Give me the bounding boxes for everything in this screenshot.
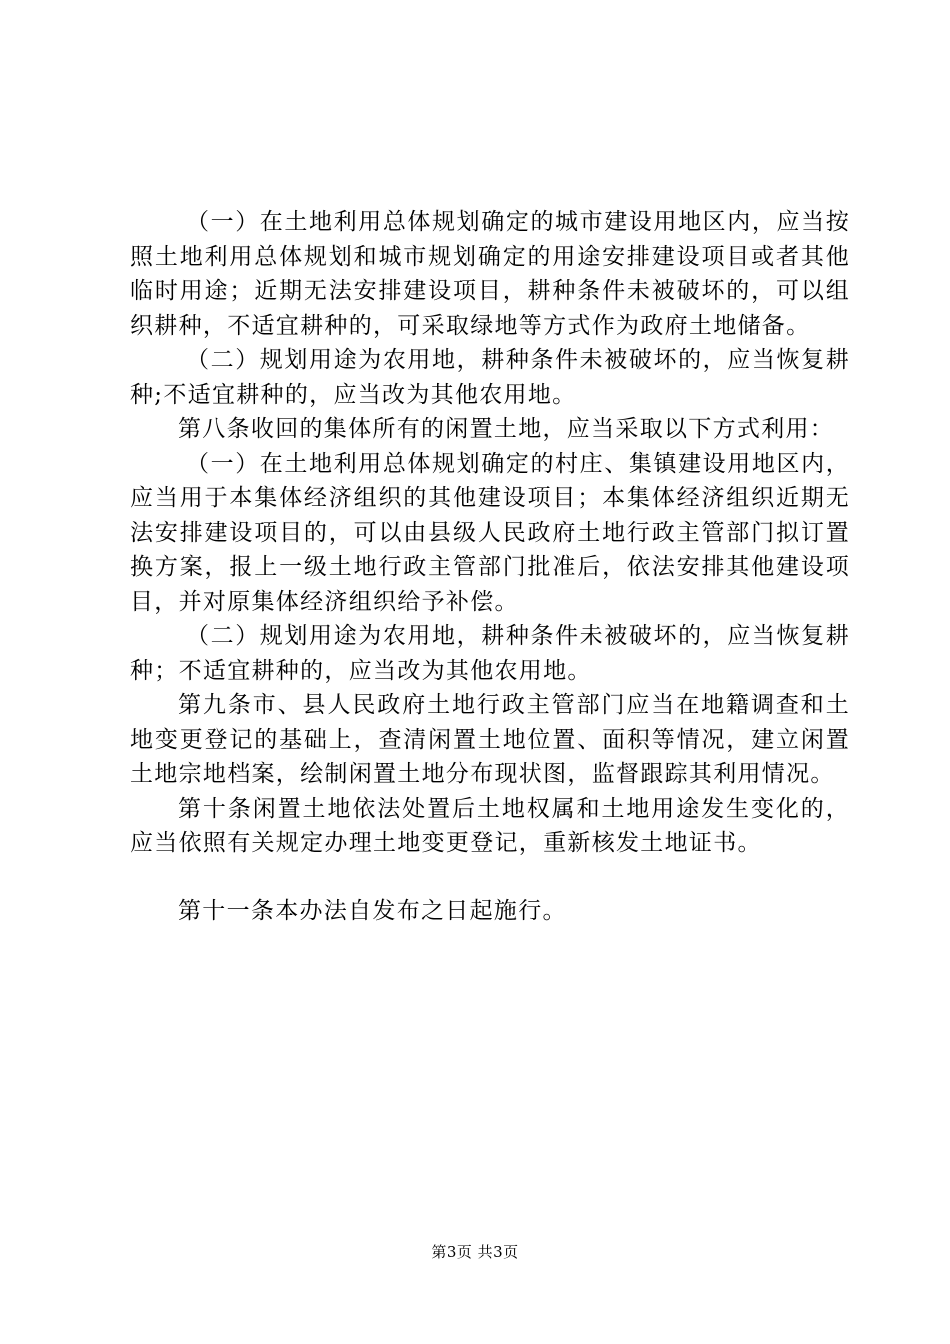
page-number-label: 第3页 共3页 (431, 1243, 519, 1261)
page-footer (0, 1242, 950, 1262)
paragraph-item-1-collective: （一）在土地利用总体规划确定的村庄、集镇建设用地区内，应当用于本集体经济组织的其他建设项目；本集体经济组织近期无法安排建设项目的，可以由县级人民政府土地行政主管部门拟订置换方案，报上一级土地行政主管部门批准后，依法安排其他建设项目，并对原集体经济组织给予补偿。 (130, 450, 850, 615)
article-8-paragraph: 第八条收回的集体所有的闲置土地，应当采取以下方式利用： (178, 416, 835, 442)
paragraph-item-1: （一）在土地利用总体规划确定的城市建设用地区内，应当按照土地利用总体规划和城市规划确定的用途安排建设项目或者其他临时用途；近期无法安排建设项目，耕种条件未被破坏的，可以组织耕种，不适宜耕种的，可采取绿地等方式作为政府土地储备。 (130, 209, 850, 339)
document-body (130, 205, 850, 928)
paragraph-item-2: （二）规划用途为农用地，耕种条件未被破坏的，应当恢复耕种;不适宜耕种的，应当改为其他农用地。 (130, 347, 850, 408)
article-10-paragraph: 第十条闲置土地依法处置后土地权属和土地用途发生变化的，应当依照有关规定办理土地变更登记，重新核发土地证书。 (130, 795, 850, 856)
paragraph-item-2-collective: （二）规划用途为农用地，耕种条件未被破坏的，应当恢复耕种；不适宜耕种的，应当改为其他农用地。 (130, 623, 850, 684)
article-9-paragraph: 第九条市、县人民政府土地行政主管部门应当在地籍调查和土地变更登记的基础上，查清闲置土地位置、面积等情况，建立闲置土地宗地档案，绘制闲置土地分布现状图，监督跟踪其利用情况。 (130, 692, 850, 787)
article-11-paragraph: 第十一条本办法自发布之日起施行。 (178, 897, 567, 924)
